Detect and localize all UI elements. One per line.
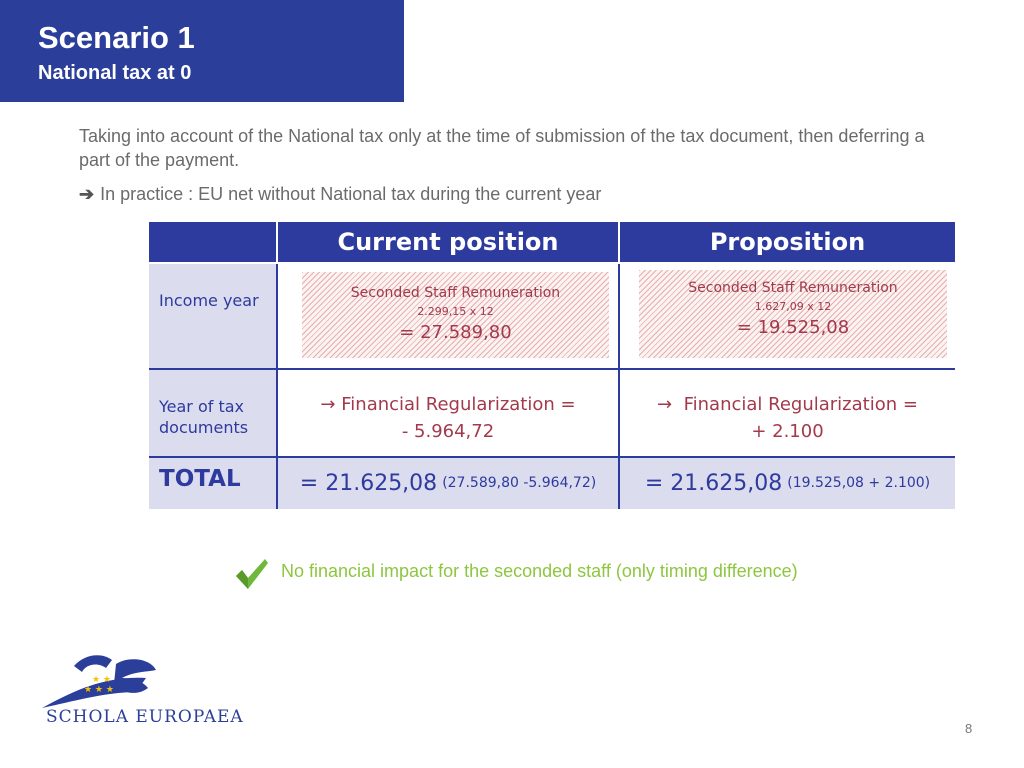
total-proposition-value: = 21.625,08 bbox=[644, 470, 783, 496]
table-divider bbox=[276, 264, 278, 509]
header-proposition: Proposition bbox=[620, 222, 955, 262]
page-subtitle: National tax at 0 bbox=[38, 62, 192, 84]
tax-docs-label-line1: Year of tax bbox=[159, 397, 245, 416]
arrow-right-icon: → bbox=[657, 394, 673, 415]
svg-text:★ ★ ★: ★ ★ ★ bbox=[84, 685, 114, 695]
tax-docs-label-cell bbox=[149, 370, 276, 456]
income-proposition-result: = 19.525,08 bbox=[736, 317, 850, 338]
total-current-detail: (27.589,80 -5.964,72) bbox=[442, 475, 597, 491]
income-current-result: = 27.589,80 bbox=[399, 322, 512, 343]
practice-text: In practice : EU net without National tax during the current year bbox=[100, 184, 602, 204]
row-tax-documents bbox=[149, 370, 955, 456]
row-total bbox=[149, 458, 955, 509]
income-year-label: Income year bbox=[159, 291, 259, 310]
svg-text:★ ★: ★ ★ bbox=[92, 675, 111, 685]
header-current-position: Current position bbox=[278, 222, 618, 262]
total-current bbox=[278, 458, 618, 508]
total-proposition-detail: (19.525,08 + 2.100) bbox=[787, 475, 931, 491]
tax-docs-proposition bbox=[620, 391, 955, 445]
page-title: Scenario 1 bbox=[38, 20, 195, 55]
practice-line bbox=[79, 184, 601, 205]
table-divider bbox=[149, 368, 955, 370]
schola-europaea-logo bbox=[38, 648, 258, 728]
logo-text: SCHOLA EUROPAEA bbox=[46, 707, 244, 727]
total-label: TOTAL bbox=[159, 466, 241, 492]
table-divider bbox=[618, 264, 620, 509]
title-box bbox=[0, 0, 404, 102]
tax-docs-current-line1: Financial Regularization = bbox=[341, 394, 576, 415]
financial-impact-note: No financial impact for the seconded staff (only timing difference) bbox=[281, 561, 798, 581]
income-proposition-formula: 1.627,09 x 12 bbox=[754, 300, 832, 313]
tax-docs-label bbox=[159, 396, 248, 438]
income-proposition-box bbox=[639, 270, 947, 358]
table-divider bbox=[149, 456, 955, 458]
table-header-corner bbox=[149, 222, 276, 262]
tax-docs-proposition-line1: Financial Regularization = bbox=[683, 394, 918, 415]
income-current-box bbox=[302, 272, 609, 358]
checkmark-icon bbox=[234, 556, 270, 592]
income-year-label-cell bbox=[149, 264, 276, 368]
tax-docs-proposition-line2: + 2.100 bbox=[751, 421, 824, 442]
income-current-title: Seconded Staff Remuneration bbox=[350, 285, 561, 301]
income-current-formula: 2.299,15 x 12 bbox=[417, 305, 494, 318]
tax-docs-current bbox=[278, 391, 618, 445]
income-proposition-title: Seconded Staff Remuneration bbox=[688, 280, 898, 296]
arrow-right-icon: → bbox=[320, 394, 336, 415]
intro-text: Taking into account of the National tax only at the time of submission of the tax document, then deferring a part of the payment. bbox=[79, 126, 925, 170]
page-number: 8 bbox=[965, 721, 973, 736]
comparison-table bbox=[149, 222, 955, 509]
tax-docs-current-line2: - 5.964,72 bbox=[401, 421, 495, 442]
tax-docs-label-line2: documents bbox=[159, 418, 249, 437]
row-income-year bbox=[149, 264, 955, 368]
total-current-value: = 21.625,08 bbox=[299, 470, 438, 496]
arrow-right-icon: ➔ bbox=[79, 184, 95, 204]
total-proposition bbox=[620, 458, 955, 508]
